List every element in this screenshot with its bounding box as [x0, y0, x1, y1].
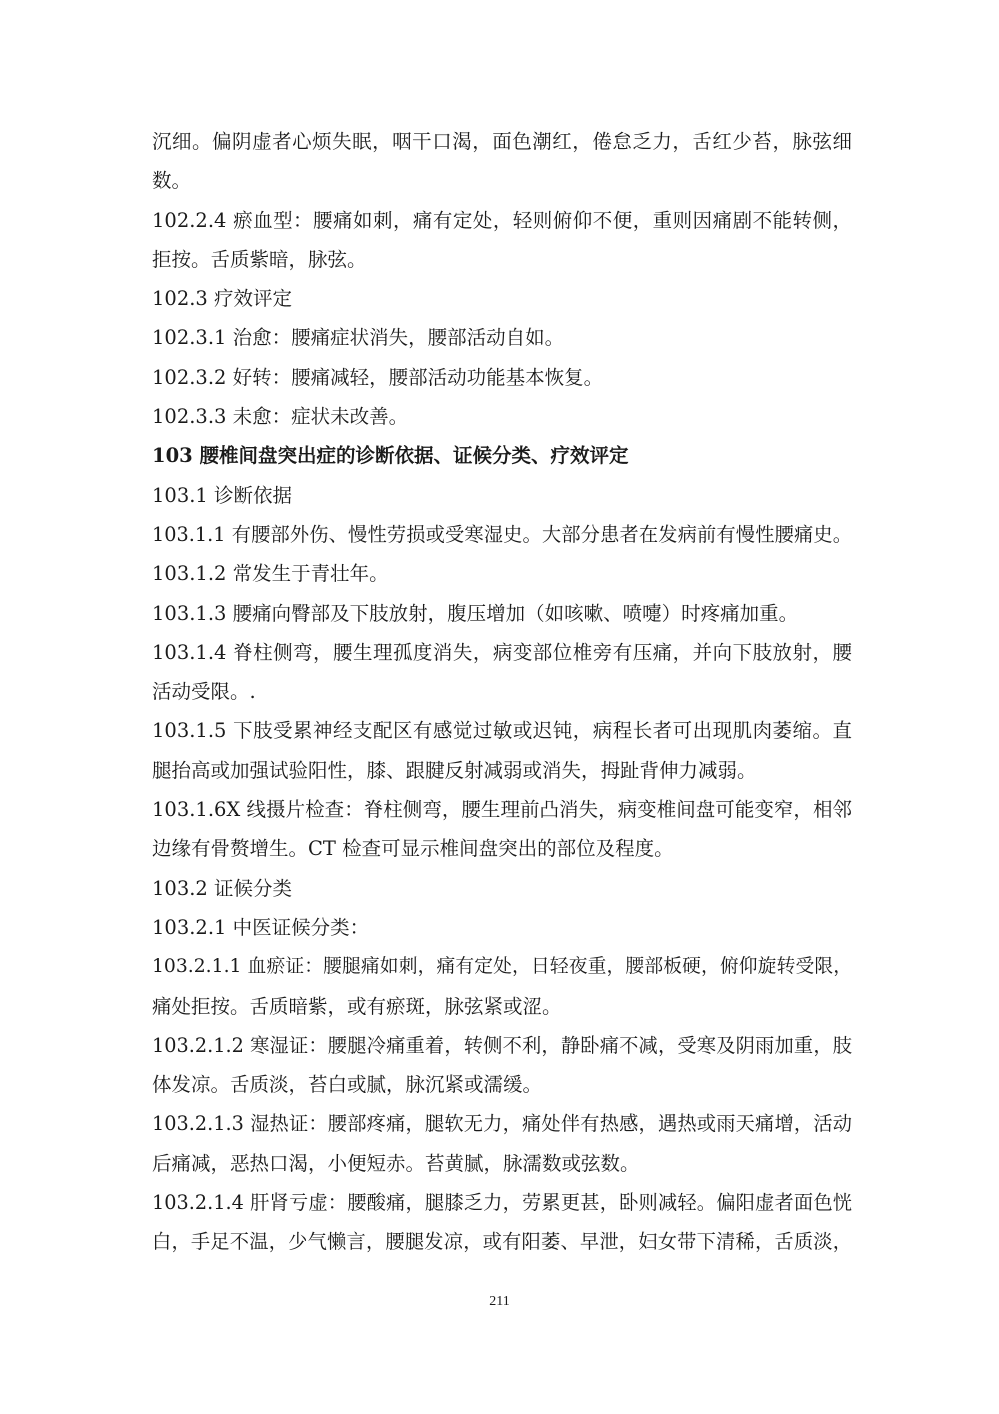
- document-body: [152, 122, 852, 1262]
- text-line: 痛处拒按。舌质暗紫，或有瘀斑，脉弦紧或涩。: [152, 994, 562, 1018]
- text-line: 103.2.1.3 湿热证：腰部疼痛，腿软无力，痛处伴有热感，遇热或雨天痛增，活动: [152, 1112, 852, 1136]
- text-line: 103.2 证候分类: [152, 876, 293, 900]
- text-line: 数。: [152, 169, 192, 193]
- text-line: 边缘有骨赘增生。CT 检查可显示椎间盘突出的部位及程度。: [152, 837, 674, 861]
- text-line: 102.3.2 好转：腰痛减轻，腰部活动功能基本恢复。: [152, 365, 604, 389]
- text-line: 103.2.1.2 寒湿证：腰腿冷痛重着，转侧不利，静卧痛不减，受寒及阴雨加重，肢: [152, 1033, 852, 1057]
- text-line: 103.2.1 中医证候分类：: [152, 915, 370, 939]
- text-line: 103.1.4 脊柱侧弯，腰生理孤度消失，病变部位椎旁有压痛，并向下肢放射，腰: [152, 640, 852, 664]
- text-line: 103.1.6X 线摄片检查：脊柱侧弯，腰生理前凸消失，病变椎间盘可能变窄，相邻: [152, 798, 852, 822]
- text-line: 白，手足不温，少气懒言，腰腿发凉，或有阳萎、早泄，妇女带下清稀，舌质淡，: [152, 1230, 852, 1254]
- text-line: 腿抬高或加强试验阳性，膝、跟腱反射减弱或消失，拇趾背伸力减弱。: [152, 758, 757, 782]
- text-line: 沉细。偏阴虚者心烦失眠，咽干口渴，面色潮红，倦怠乏力，舌红少苔，脉弦细: [152, 130, 852, 153]
- section-heading: 103 腰椎间盘突出症的诊断依据、证候分类、疗效评定: [152, 444, 629, 468]
- text-line: 体发凉。舌质淡，苔白或腻，脉沉紧或濡缓。: [152, 1073, 543, 1097]
- text-line: 102.3.3 未愈：症状未改善。: [152, 405, 409, 429]
- text-line: 103.2.1.4 肝肾亏虚：腰酸痛，腿膝乏力，劳累更甚，卧则减轻。偏阳虚者面色恍: [152, 1191, 852, 1215]
- text-line: 活动受限。.: [152, 680, 256, 704]
- text-line: 103.1.5 下肢受累神经支配区有感觉过敏或迟钝，病程长者可出现肌肉萎缩。直: [152, 719, 852, 743]
- text-line: 102.3 疗效评定: [152, 287, 293, 311]
- text-line: 后痛减，恶热口渴，小便短赤。苔黄腻，脉濡数或弦数。: [152, 1151, 640, 1175]
- text-line: 103.2.1.1 血瘀证：腰腿痛如刺，痛有定处，日轻夜重，腰部板硬，俯仰旋转受限，: [152, 956, 852, 978]
- text-line: 103.1 诊断依据: [152, 483, 293, 507]
- text-line: 拒按。舌质紫暗，脉弦。: [152, 247, 367, 271]
- text-line: 102.3.1 治愈：腰痛症状消失，腰部活动自如。: [152, 326, 565, 350]
- page-number: 211: [489, 1294, 510, 1309]
- text-line: 103.1.3 腰痛向臀部及下肢放射，腹压增加（如咳嗽、喷嚏）时疼痛加重。: [152, 601, 799, 625]
- text-line: 103.1.2 常发生于青壮年。: [152, 562, 389, 586]
- text-line: 103.1.1 有腰部外伤、慢性劳损或受寒湿史。大部分患者在发病前有慢性腰痛史。: [152, 522, 852, 546]
- text-line: 102.2.4 瘀血型：腰痛如刺，痛有定处，轻则俯仰不便，重则因痛剧不能转侧，: [152, 208, 852, 232]
